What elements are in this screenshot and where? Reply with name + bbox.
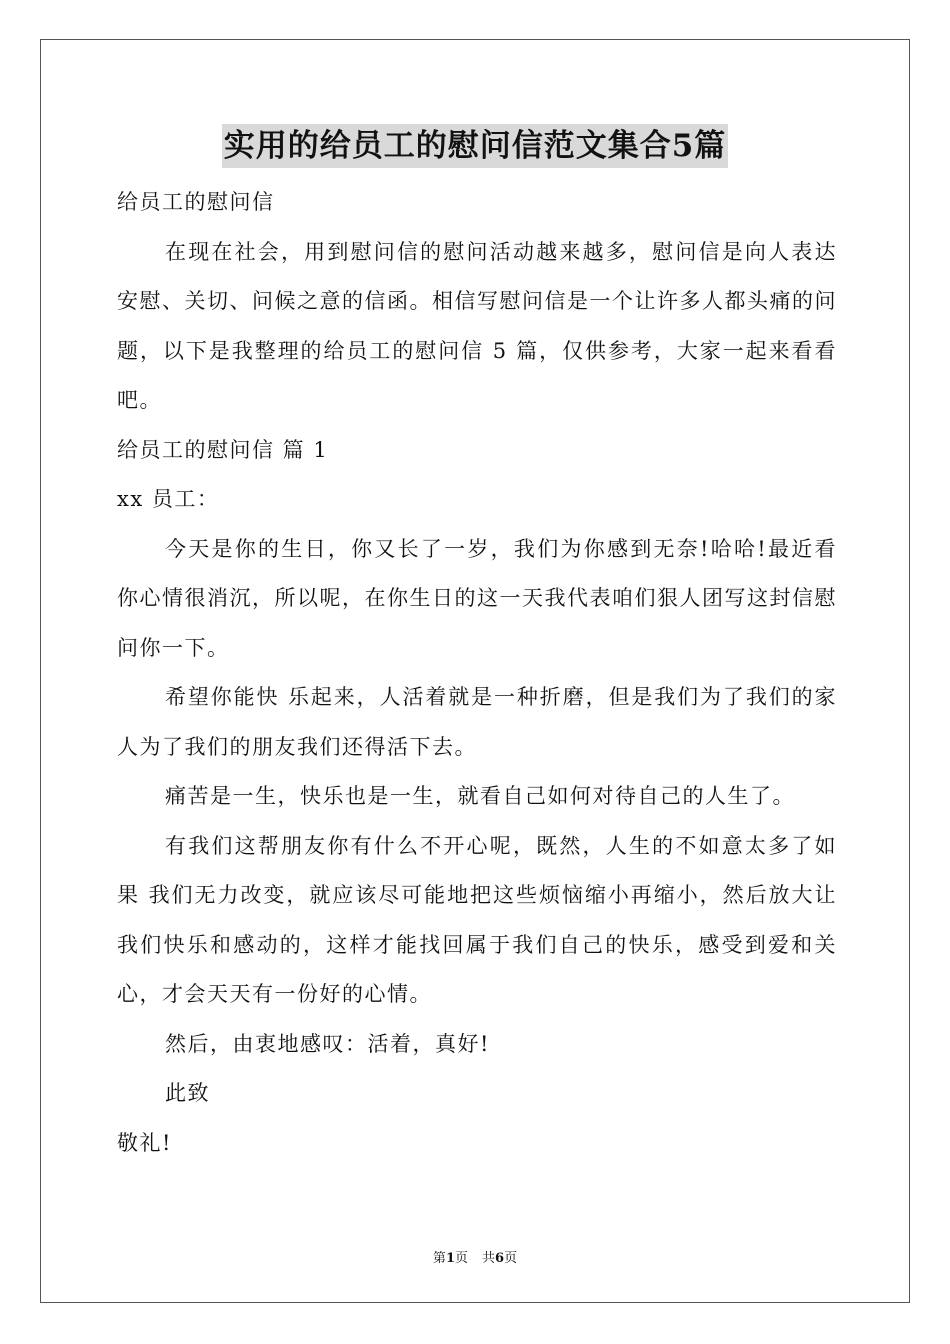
total-unit: 页 [504, 1251, 518, 1266]
paragraph: 有我们这帮朋友你有什么不开心呢，既然，人生的不如意太多了如果 我们无力改变，就应该尽可能地把这些烦恼缩小再缩小，然后放大让 我们快乐和感动的，这样才能找回属于我们自己的快乐，感受到爱和关心，才会天天有一份好的心情。 [117, 833, 837, 1006]
paragraph: 痛苦是一生，快乐也是一生，就看自己如何对待自己的人生了。 [165, 784, 795, 808]
title-container [0, 124, 950, 168]
paragraph: 然后，由衷地感叹：活着，真好! [165, 1031, 490, 1056]
total-prefix: 共 [482, 1251, 496, 1266]
page-prefix: 第 [432, 1251, 446, 1266]
paragraph: 给员工的慰问信 篇 1 [117, 437, 329, 462]
paragraph: 希望你能快 乐起来，人活着就是一种折磨，但是我们为了我们的家人为了我们的朋友我们还得活下去。 [117, 685, 837, 759]
paragraph: 给员工的慰问信 [117, 190, 275, 214]
paragraph: 此致 [165, 1081, 210, 1105]
page-footer [0, 1247, 950, 1266]
paragraph: 敬礼! [117, 1130, 172, 1155]
paragraph: 今天是你的生日，你又长了一岁，我们为你感到无奈!哈哈!最近看你心情很消沉，所以呢，在你生日的这一天我代表咱们狠人团写这封信慰问你一下。 [117, 536, 837, 660]
document-title: 实用的给员工的慰问信范文集合5篇 [222, 124, 729, 168]
paragraph: xx 员工： [117, 487, 220, 511]
document-body [117, 178, 837, 1168]
paragraph: 在现在社会，用到慰问信的慰问活动越来越多，慰问信是向人表达安慰、关切、问候之意的信函。相信写慰问信是一个让许多人都头痛的问题，以下是我整理的给员工的慰问信 5 篇，仅供参考，大家一起来看看吧。 [117, 239, 837, 412]
page-current: 1 [445, 1251, 455, 1266]
page-total: 6 [495, 1251, 505, 1266]
page-unit: 页 [454, 1251, 468, 1266]
